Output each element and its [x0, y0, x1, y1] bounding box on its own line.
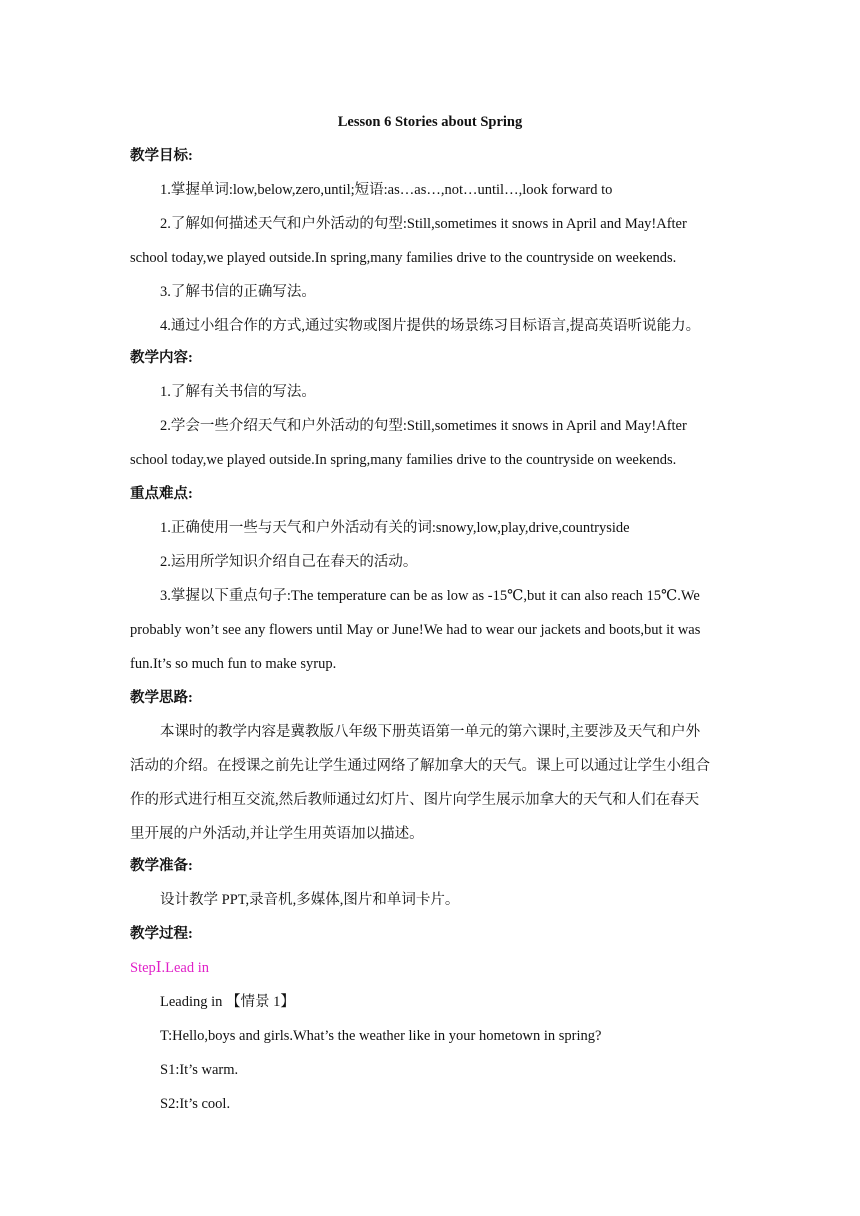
- student-2-line: S2:It’s cool.: [160, 1096, 231, 1112]
- content-item-2: 2.学会一些介绍天气和户外活动的句型:Still,sometimes it snows in April and May!After: [160, 418, 687, 434]
- content-heading: 教学内容:: [130, 350, 193, 366]
- preparation-text: 设计教学 PPT,录音机,多媒体,图片和单词卡片。: [160, 892, 460, 908]
- approach-paragraph-line-3: 作的形式进行相互交流,然后教师通过幻灯片、图片向学生展示加拿大的天气和人们在春天: [130, 792, 700, 808]
- objectives-item-2: 2.了解如何描述天气和户外活动的句型:Still,sometimes it snows in April and May!After: [160, 216, 687, 232]
- objectives-item-3: 3.了解书信的正确写法。: [160, 284, 316, 300]
- key-points-item-2: 2.运用所学知识介绍自己在春天的活动。: [160, 554, 418, 570]
- approach-heading: 教学思路:: [130, 690, 193, 706]
- process-heading: 教学过程:: [130, 926, 193, 942]
- approach-paragraph-line-2: 活动的介绍。在授课之前先让学生通过网络了解加拿大的天气。课上可以通过让学生小组合: [130, 758, 710, 774]
- approach-paragraph-line-4: 里开展的户外活动,并让学生用英语加以描述。: [130, 826, 424, 842]
- step-1-heading: StepⅠ.Lead in: [130, 960, 210, 976]
- preparation-heading: 教学准备:: [130, 858, 193, 874]
- content-item-2-cont: school today,we played outside.In spring,many families drive to the countryside on weekends.: [130, 452, 677, 468]
- key-points-item-3: 3.掌握以下重点句子:The temperature can be as low as -15℃,but it can also reach 15℃.We: [160, 588, 700, 604]
- teacher-line: T:Hello,boys and girls.What’s the weather like in your hometown in spring?: [160, 1028, 602, 1044]
- document-title: Lesson 6 Stories about Spring: [337, 114, 523, 130]
- key-points-item-1: 1.正确使用一些与天气和户外活动有关的词:snowy,low,play,drive,countryside: [160, 520, 630, 536]
- objectives-item-1: 1.掌握单词:low,below,zero,until;短语:as…as…,not…until…,look forward to: [160, 182, 613, 198]
- key-points-item-3-cont: probably won’t see any flowers until May or June!We had to wear our jackets and boots,but it was: [130, 622, 701, 638]
- key-points-item-3-cont2: fun.It’s so much fun to make syrup.: [130, 656, 337, 672]
- objectives-item-2-cont: school today,we played outside.In spring,many families drive to the countryside on weekends.: [130, 250, 677, 266]
- leading-in-label: Leading in 【情景 1】: [160, 994, 295, 1010]
- objectives-heading: 教学目标:: [130, 148, 193, 164]
- key-points-heading: 重点难点:: [130, 486, 193, 502]
- student-1-line: S1:It’s warm.: [160, 1062, 239, 1078]
- objectives-item-4: 4.通过小组合作的方式,通过实物或图片提供的场景练习目标语言,提高英语听说能力。: [160, 318, 701, 334]
- content-item-1: 1.了解有关书信的写法。: [160, 384, 316, 400]
- approach-paragraph-line-1: 本课时的教学内容是冀教版八年级下册英语第一单元的第六课时,主要涉及天气和户外: [160, 724, 701, 740]
